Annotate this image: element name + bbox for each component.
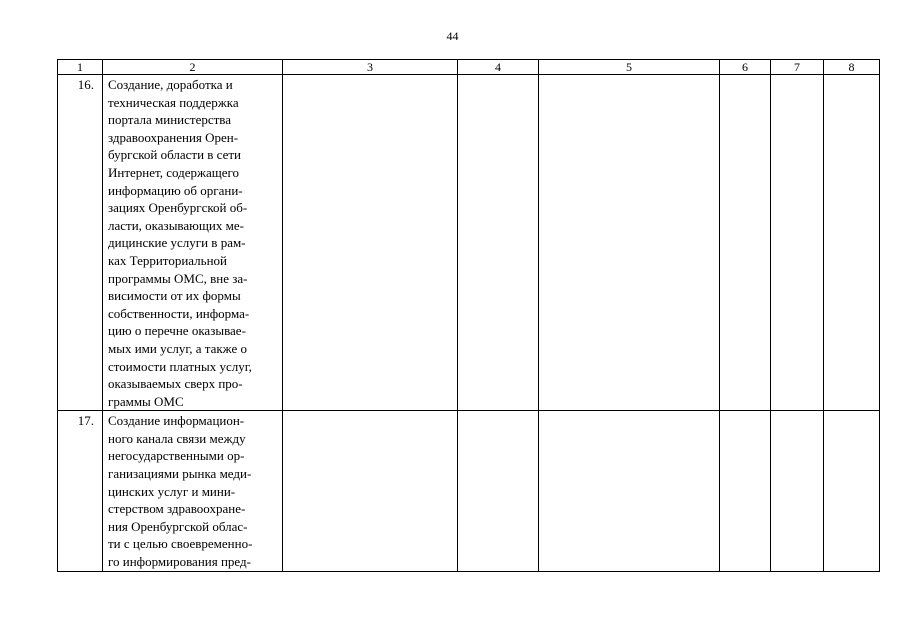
page-number: 44 [446,29,459,43]
text-line: ния Оренбургской облас- [108,518,248,534]
header-col-7: 7 [771,60,824,75]
data-table [57,59,880,572]
text-line: здравоохранения Орен- [108,129,239,145]
row-cell-col-4 [458,411,539,571]
row-description [103,75,283,411]
text-line: цию о перечне оказывае- [108,323,246,339]
text-line: ках Территориальной [108,252,227,268]
text-line: ласти, оказывающих ме- [108,217,244,233]
row-number: 16. [58,75,103,411]
row-cell-col-8 [824,75,880,411]
row-cell-col-8 [824,411,880,571]
row-cell-col-3 [283,411,458,571]
header-col-1: 1 [58,60,103,75]
text-line: мых ими услуг, а также о [108,340,248,356]
text-line: ганизациями рынка меди- [108,466,252,482]
row-cell-col-7 [771,411,824,571]
text-line: зациях Оренбургской об- [108,200,248,216]
header-col-3: 3 [283,60,458,75]
text-line: программы ОМС, вне за- [108,270,248,286]
header-col-4: 4 [458,60,539,75]
row-cell-col-5 [539,411,720,571]
text-line: стерством здравоохране- [108,501,246,517]
table-row [58,75,880,411]
text-line: Создание информацион- [108,413,245,429]
header-row [58,60,880,75]
table-row [58,411,880,571]
text-line: граммы ОМС [108,393,184,409]
header-col-8: 8 [824,60,880,75]
row-cell-col-4 [458,75,539,411]
header-col-2: 2 [103,60,283,75]
text-line: техническая поддержка [108,94,239,110]
text-line: собственности, информа- [108,305,250,321]
text-line: цинских услуг и мини- [108,483,236,499]
text-line: Создание, доработка и [108,77,233,92]
text-line: го информирования пред- [108,554,251,570]
header-col-5: 5 [539,60,720,75]
row-cell-col-3 [283,75,458,411]
text-line: бургской области в сети [108,147,242,163]
text-line: висимости от их формы [108,288,241,304]
text-line: дицинские услуги в рам- [108,235,246,251]
text-line: стоимости платных услуг, [108,358,252,374]
text-line: ного канала связи между [108,430,246,446]
text-line: ти с целью своевременно- [108,536,253,552]
text-line: портала министерства [108,112,232,128]
row-cell-col-5 [539,75,720,411]
text-line: информацию об органи- [108,182,243,198]
row-cell-col-7 [771,75,824,411]
text-line: оказываемых сверх про- [108,376,243,392]
row-cell-col-6 [720,75,771,411]
row-number: 17. [58,411,103,571]
text-line: Интернет, содержащего [108,164,240,180]
text-line: негосударственными ор- [108,448,245,464]
row-cell-col-6 [720,411,771,571]
row-description [103,411,283,571]
header-col-6: 6 [720,60,771,75]
